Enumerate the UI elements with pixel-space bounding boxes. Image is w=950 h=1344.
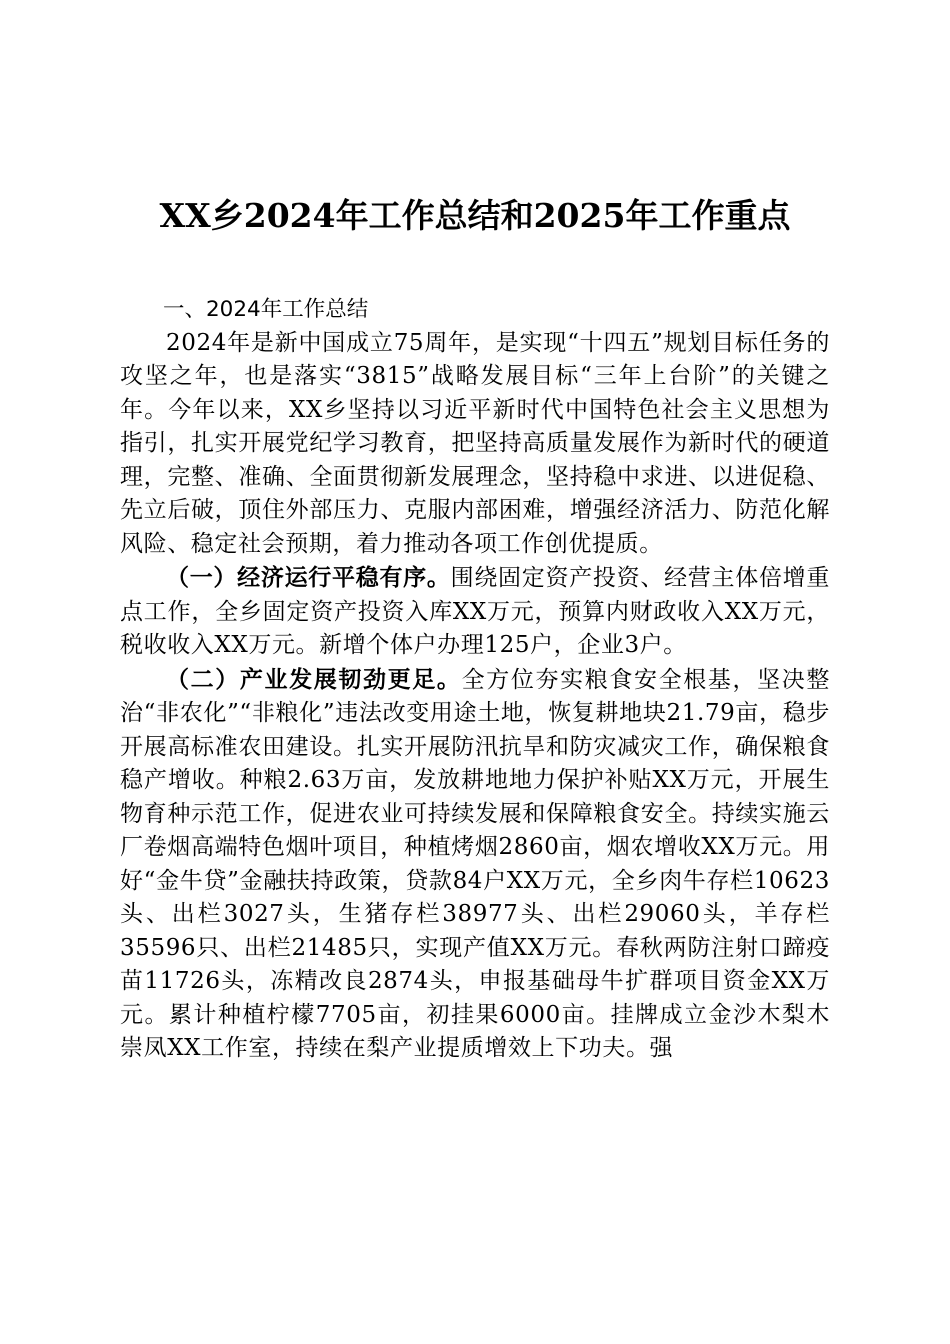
document-body bbox=[120, 293, 830, 1066]
section-heading: 一、2024年工作总结 bbox=[163, 297, 369, 322]
paragraph-industry bbox=[120, 663, 830, 1066]
intro-paragraph: 2024年是新中国成立75周年，是实现“十四五”规划目标任务的攻坚之年，也是落实“3815”战略发展目标“三年上台阶”的关键之年。今年以来，XX乡坚持以习近平新时代中国特色社会主义思想为指引，扎实开展党纪学习教育，把坚持高质量发展作为新时代的硬道理，完整、准确、全面贯彻新发展理念，坚持稳中求进、以进促稳、先立后破，顶住外部压力、克服内部困难，增强经济活力、防范化解风险、稳定社会预期，着力推动各项工作创优提质。 bbox=[120, 329, 830, 557]
subheading-economy: （一）经济运行平稳有序。 bbox=[166, 564, 451, 591]
subheading-industry: （二）产业发展韧劲更足。 bbox=[166, 665, 462, 693]
paragraph-economy bbox=[120, 561, 830, 663]
paragraph-economy-text: 围绕固定资产投资、经营主体倍增重点工作，全乡固定资产投资入库XX万元，预算内财政收入XX万元，税收收入XX万元。新增个体户办理125户，企业3户。 bbox=[120, 565, 830, 658]
paragraph-industry-text: 全方位夯实粮食安全根基，坚决整治“非农化”“非粮化”违法改变用途土地，恢复耕地块21.79亩，稳步开展高标准农田建设。扎实开展防汛抗旱和防灾减灾工作，确保粮食稳产增收。种粮2.63万亩，发放耕地地力保护补贴XX万元，开展生物育种示范工作，促进农业可持续发展和保障粮食安全。持续实施云厂卷烟高端特色烟叶项目，种植烤烟2860亩，烟农增收XX万元。用好“金牛贷”金融扶持政策，贷款84户XX万元，全乡肉牛存栏10623头、出栏3027头，生猪存栏38977头、出栏29060头，羊存栏35596只、出栏21485只，实现产值XX万元。春秋两防注射口蹄疫苗11726头，冻精改良2874头，申报基础母牛扩群项目资金XX万元。累计种植柠檬7705亩，初挂果6000亩。挂牌成立金沙木梨木崇凤XX工作室，持续在梨产业提质增效上下功夫。强 bbox=[120, 666, 831, 1061]
document-title: XX乡2024年工作总结和2025年工作重点 bbox=[159, 196, 791, 235]
